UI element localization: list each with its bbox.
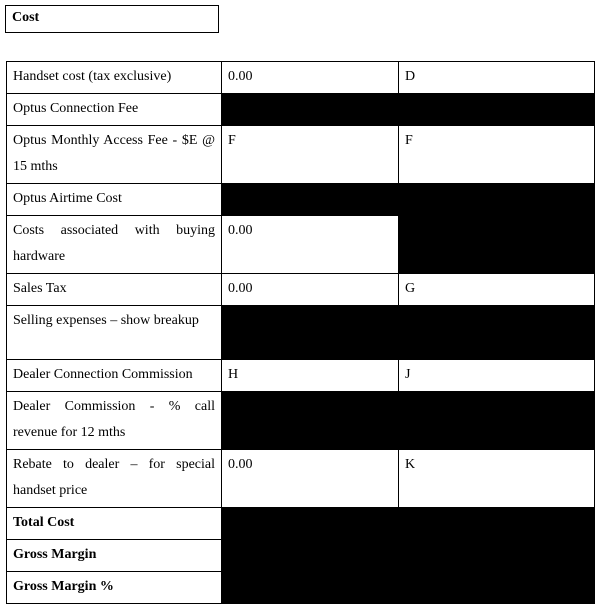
value-cell-1: H xyxy=(222,360,399,392)
table-row xyxy=(7,274,595,306)
row-label: Sales Tax xyxy=(7,274,222,306)
redacted-cell xyxy=(399,572,595,604)
cost-table xyxy=(6,61,595,604)
redacted-cell xyxy=(399,94,595,126)
table-row xyxy=(7,306,595,360)
redacted-cell xyxy=(222,508,399,540)
redacted-cell xyxy=(399,392,595,450)
value-cell-1: 0.00 xyxy=(222,62,399,94)
value-cell-2: K xyxy=(399,450,595,508)
table-row xyxy=(7,572,595,604)
table-row xyxy=(7,126,595,184)
value-cell-2: F xyxy=(399,126,595,184)
redacted-cell xyxy=(222,94,399,126)
row-label: Total Cost xyxy=(7,508,222,540)
redacted-cell xyxy=(222,306,399,360)
redacted-cell xyxy=(399,216,595,274)
row-label: Dealer Connection Commission xyxy=(7,360,222,392)
row-label: Dealer Commission - % call revenue for 12 mths xyxy=(7,392,222,450)
value-cell-2: G xyxy=(399,274,595,306)
row-label: Optus Airtime Cost xyxy=(7,184,222,216)
row-label: Selling expenses – show breakup xyxy=(7,306,222,360)
table-row xyxy=(7,508,595,540)
redacted-cell xyxy=(222,540,399,572)
value-cell-1: F xyxy=(222,126,399,184)
table-row xyxy=(7,184,595,216)
redacted-cell xyxy=(399,184,595,216)
row-label: Rebate to dealer – for special handset price xyxy=(7,450,222,508)
table-row xyxy=(7,392,595,450)
value-cell-1: 0.00 xyxy=(222,216,399,274)
row-label: Handset cost (tax exclusive) xyxy=(7,62,222,94)
redacted-cell xyxy=(222,572,399,604)
value-cell-2: J xyxy=(399,360,595,392)
row-label: Optus Monthly Access Fee - $E @ 15 mths xyxy=(7,126,222,184)
table-row xyxy=(7,216,595,274)
table-row xyxy=(7,540,595,572)
table-row xyxy=(7,360,595,392)
table-row xyxy=(7,62,595,94)
row-label: Gross Margin xyxy=(7,540,222,572)
row-label: Costs associated with buying hardware xyxy=(7,216,222,274)
table-row xyxy=(7,94,595,126)
value-cell-1: 0.00 xyxy=(222,450,399,508)
redacted-cell xyxy=(222,184,399,216)
row-label: Gross Margin % xyxy=(7,572,222,604)
redacted-cell xyxy=(222,392,399,450)
section-title: Cost xyxy=(5,5,219,33)
value-cell-1: 0.00 xyxy=(222,274,399,306)
redacted-cell xyxy=(399,508,595,540)
redacted-cell xyxy=(399,540,595,572)
cost-table-body xyxy=(7,62,595,604)
table-row xyxy=(7,450,595,508)
row-label: Optus Connection Fee xyxy=(7,94,222,126)
redacted-cell xyxy=(399,306,595,360)
value-cell-2: D xyxy=(399,62,595,94)
